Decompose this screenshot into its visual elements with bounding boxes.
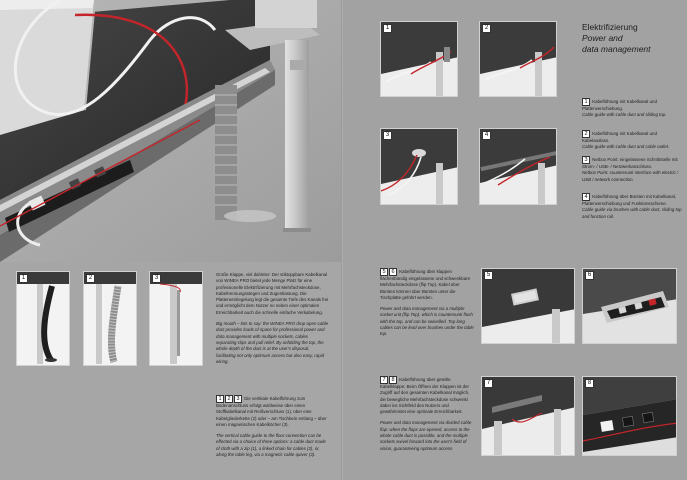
thumb-number-badge: 3 — [383, 131, 392, 140]
feature-thumb-7 — [481, 376, 575, 456]
inline-badge: 8 — [389, 376, 397, 384]
divided-flap-en: Power and data management via divided cable flap: when the flaps are opened, access to the whole cable duct is possible, and the multiple sockets swivel forward into the user's field of vision, guaranteeing optimum access. — [380, 420, 472, 451]
caption-3 — [582, 156, 682, 183]
thumb-number-badge: 7 — [484, 379, 493, 388]
caption-4 — [582, 193, 682, 220]
caption-de: Netbox Point: eingelassene Schnittstelle mit Strom- / USB- / Netzwerkanschluss. — [582, 157, 678, 169]
caption-en: Cable guide via brushes with cable duct, sliding top and function rail. — [582, 207, 682, 219]
page-subtitle-line-1: Power and — [582, 33, 623, 43]
divided-flap-description — [380, 376, 474, 457]
feature-thumb-1 — [380, 21, 458, 97]
caption-1 — [582, 98, 682, 119]
thumb-number-badge: 2 — [86, 274, 95, 283]
caption-en: Cable guide with cable duct and cable outlet. — [582, 144, 670, 150]
feature-thumb-3 — [380, 128, 458, 205]
caption-de: Kabelführung mit Kabelkanal und Kabelauslass. — [582, 131, 657, 143]
flip-top-de — [380, 268, 474, 301]
cable-option-thumb-2 — [83, 271, 137, 366]
caption-2 — [582, 130, 682, 151]
inline-badge: 3 — [234, 395, 242, 403]
feature-thumb-5 — [481, 268, 575, 344]
vertical-guide-description — [216, 395, 329, 463]
caption-number-badge: 4 — [582, 193, 590, 201]
thumb-number-badge: 6 — [585, 271, 594, 280]
page-subtitle-line-2: data management — [582, 43, 651, 54]
caption-number-badge: 1 — [582, 98, 590, 106]
thumb-number-badge: 4 — [482, 131, 491, 140]
hero-cable-duct-image — [0, 0, 343, 262]
right-page — [343, 0, 687, 480]
duct-description — [216, 272, 329, 370]
feature-thumb-2 — [479, 21, 557, 97]
feature-thumb-4 — [479, 128, 557, 205]
thumb-number-badge: 8 — [585, 379, 594, 388]
caption-number-badge: 3 — [582, 156, 590, 164]
flip-top-en: Power and data management via a multiple socket unit (flip Top), which is countersunk flush with the top, and can be swivelled. Top long cables can be lead over brushes under the table top. — [380, 306, 474, 337]
inline-badge: 6 — [389, 268, 397, 276]
caption-en: Cable guide with cable duct and sliding top. — [582, 112, 667, 118]
inline-badge: 2 — [225, 395, 233, 403]
inline-badge: 1 — [216, 395, 224, 403]
divided-flap-de-text: Kabelführung über geteilte Kabelklappe: Beim Öffnen der Klappen ist der Zugriff auf den gesamten Kabelkanal möglich, die bewegliche Mehrfachsteckdose schwenkt dabei ins Sichtfeld des Nutzers und gewährleistet eine optimale Erreichbarkeit. — [380, 377, 470, 415]
thumb-number-badge: 1 — [383, 24, 392, 33]
flip-top-description — [380, 268, 474, 343]
inline-badge: 5 — [380, 268, 388, 276]
feature-thumb-8 — [582, 376, 677, 456]
feature-thumb-6 — [582, 268, 677, 344]
caption-de: Kabelführung mit Kabelkanal und Plattenverschiebung. — [582, 99, 657, 111]
duct-description-de: Große Klappe, viel dahinter: Der stiktoppbare Kabelkanal von WINEA PRO bietet jede Menge Platz für eine professionelle Elektrifizierung mit Mehrfachsteckdose, Kabeltrennungsstegen und Zugentlastung. Die Plattenentriegelung legt die gesamte Tiefe des Kanals frei und ermöglicht dem Nutzer so neben einer optimalen Erreichbarkeit auch die schnelle einfache Verkabelung. — [216, 272, 329, 315]
vertical-guide-en: The vertical cable guide to the floor connection can be effected via a choice of three options: a cable duct made of cloth with a zip (1), a linked chain for cables (2), or, along the table leg, via a magnetic cable quiver (3). — [216, 433, 326, 458]
vertical-guide-de-text: Die vertikale Kabelführung zum Bodenanschluss erfolgt wahlweise über einen Stoffkabelkanal mit Reißverschluss (1), über eine Kabelgliederkette (2) oder – am Tischbein entlang – über einen magnetischen Kabelköcher (3). — [216, 396, 327, 427]
page-subtitle — [582, 33, 651, 54]
left-page — [0, 0, 343, 480]
thumb-number-badge: 5 — [484, 271, 493, 280]
flip-top-de-text: Kabelführung über klappen flächenbündig eingelassene und schwenkbare Mehrfachsteckdose (flip Top). Kabel über Bürsten können über Bürsten unter die Tischplatte geführt werden. — [380, 269, 471, 300]
caption-number-badge: 2 — [582, 130, 590, 138]
thumb-number-badge: 2 — [482, 24, 491, 33]
cable-option-thumb-1 — [16, 271, 70, 366]
duct-description-en: Big mouth – lots to say: the WINEA PRO drop-open cable duct provides loads of space for professional power and data management with multiple sockets, cables separating clips and pull relief. By unfolding the top, the whole depth of the duct is at the user's disposal, facilitating not only optimum access but also easy, rapid wiring. — [216, 321, 329, 364]
caption-de: Kabelführung über Bürsten mit Kabelkanal, Plattenverschiebung und Funktionsschiene. — [582, 194, 676, 206]
thumb-number-badge: 1 — [19, 274, 28, 283]
page-title: Elektrifizierung — [582, 22, 638, 32]
caption-en: Netbox Point: countersunk interface with electric / USB / network connection. — [582, 170, 679, 182]
vertical-guide-de — [216, 395, 329, 428]
thumb-number-badge: 3 — [152, 274, 161, 283]
cable-option-thumb-3 — [149, 271, 203, 366]
divided-flap-de — [380, 376, 474, 415]
inline-badge: 7 — [380, 376, 388, 384]
